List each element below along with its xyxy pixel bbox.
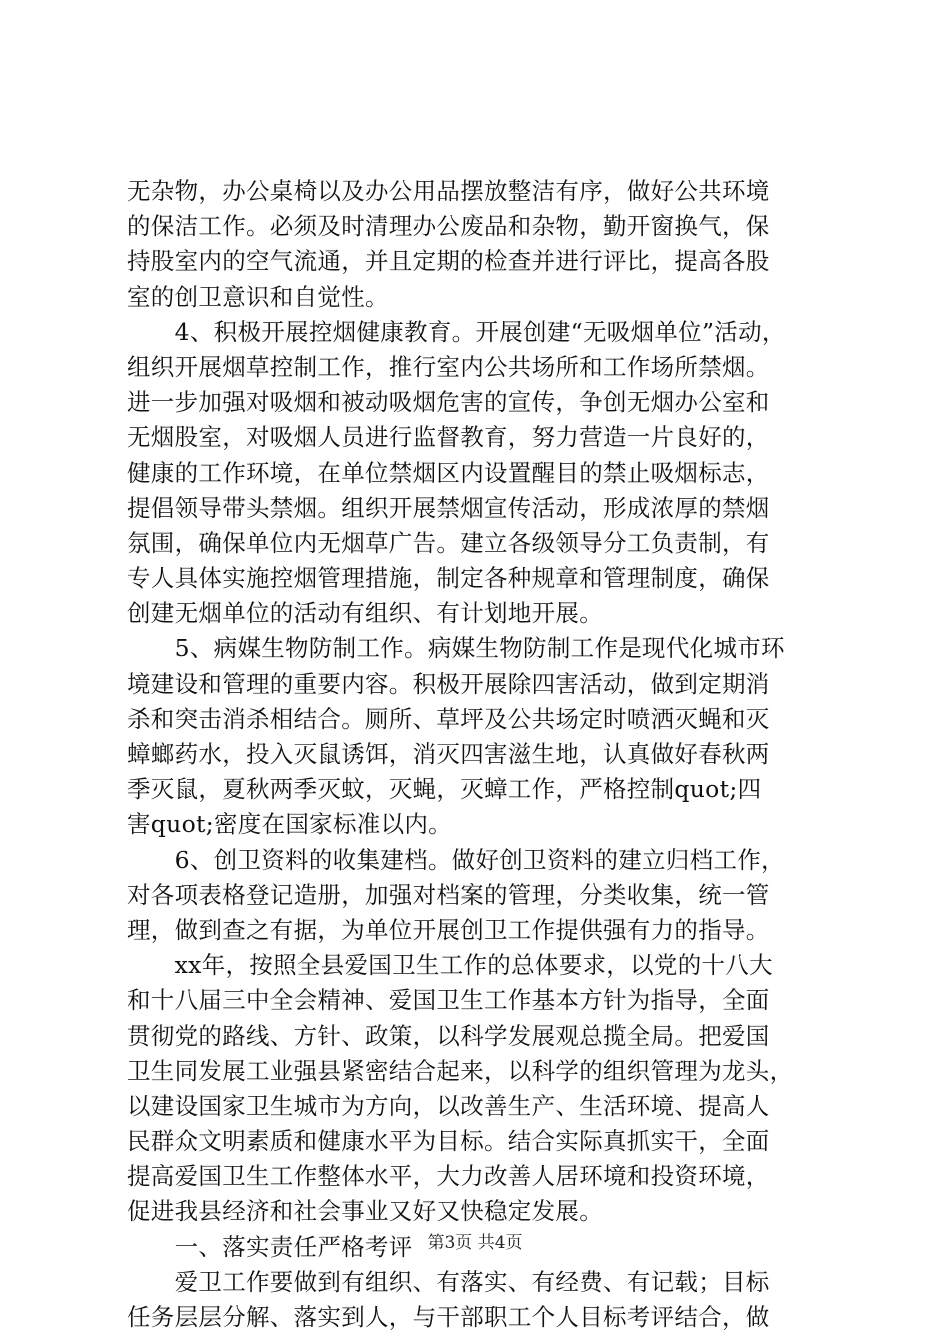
text-line: 氛围，确保单位内无烟草广告。建立各级领导分工负责制，有	[127, 528, 770, 557]
text-line: 创建无烟单位的活动有组织、有计划地开展。	[127, 599, 603, 628]
text-line: 贯彻党的路线、方针、政策，以科学发展观总揽全局。把爱国	[127, 1021, 770, 1050]
text-line: 进一步加强对吸烟和被动吸烟危害的宣传，争创无烟办公室和	[127, 388, 770, 417]
paragraph-start-line: 爱卫工作要做到有组织、有落实、有经费、有记载；目标	[127, 1267, 770, 1296]
text-line: 蟑螂药水，投入灭鼠诱饵，消灭四害滋生地，认真做好春秋两	[127, 740, 770, 768]
section-heading: 一、落实责任严格考评	[127, 1232, 413, 1261]
text-line: 提高爱国卫生工作整体水平，大力改善人居环境和投资环境，	[127, 1162, 770, 1191]
text-line: 和十八届三中全会精神、爱国卫生工作基本方针为指导，全面	[127, 986, 770, 1015]
text-line: 无杂物，办公桌椅以及办公用品摆放整洁有序，做好公共环境	[127, 177, 770, 205]
text-line: 卫生同发展工业强县紧密结合起来，以科学的组织管理为龙头，	[127, 1056, 794, 1085]
text-line: 民群众文明素质和健康水平为目标。结合实际真抓实干，全面	[127, 1127, 770, 1156]
text-line: 理，做到查之有据，为单位开展创卫工作提供强有力的指导。	[127, 915, 770, 944]
text-line: 提倡领导带头禁烟。组织开展禁烟宣传活动，形成浓厚的禁烟	[127, 493, 770, 522]
document-body	[127, 174, 833, 1335]
text-line: 的保洁工作。必须及时清理办公废品和杂物，勤开窗换气，保	[127, 212, 770, 241]
text-line: 室的创卫意识和自觉性。	[127, 282, 389, 311]
text-line: 杀和突击消杀相结合。厕所、草坪及公共场定时喷洒灭蝇和灭	[127, 704, 770, 733]
page-number-footer: 第3页 共4页	[427, 1233, 523, 1253]
text-line: 任务层层分解、落实到人，与干部职工个人目标考评结合，做	[127, 1303, 770, 1331]
paragraph-start-line: 4、积极开展控烟健康教育。开展创建“无吸烟单位”活动，	[127, 317, 786, 346]
text-line: 组织开展烟草控制工作，推行室内公共场所和工作场所禁烟。	[127, 352, 770, 381]
text-line: 无烟股室，对吸烟人员进行监督教育，努力营造一片良好的，	[127, 423, 770, 452]
text-line: 季灭鼠，夏秋两季灭蚊，灭蝇，灭蟑工作，严格控制quot;四	[127, 775, 762, 804]
paragraph-start-line: 5、病媒生物防制工作。病媒生物防制工作是现代化城市环	[127, 634, 785, 663]
paragraph-start-line: 6、创卫资料的收集建档。做好创卫资料的建立归档工作，	[127, 845, 785, 874]
paragraph-start-line: xx年，按照全县爱国卫生工作的总体要求，以党的十八大	[127, 951, 773, 980]
text-line: 健康的工作环境，在单位禁烟区内设置醒目的禁止吸烟标志，	[127, 458, 770, 487]
text-line: 境建设和管理的重要内容。积极开展除四害活动，做到定期消	[127, 669, 770, 698]
text-line: 以建设国家卫生城市为方向，以改善生产、生活环境、提高人	[127, 1091, 770, 1120]
text-line: 对各项表格登记造册，加强对档案的管理，分类收集，统一管	[127, 880, 770, 909]
text-line: 促进我县经济和社会事业又好又快稳定发展。	[127, 1197, 603, 1226]
text-line: 持股室内的空气流通，并且定期的检查并进行评比，提高各股	[127, 247, 770, 276]
text-line: 害quot;密度在国家标准以内。	[127, 810, 452, 839]
text-line: 专人具体实施控烟管理措施，制定各种规章和管理制度，确保	[127, 564, 770, 593]
